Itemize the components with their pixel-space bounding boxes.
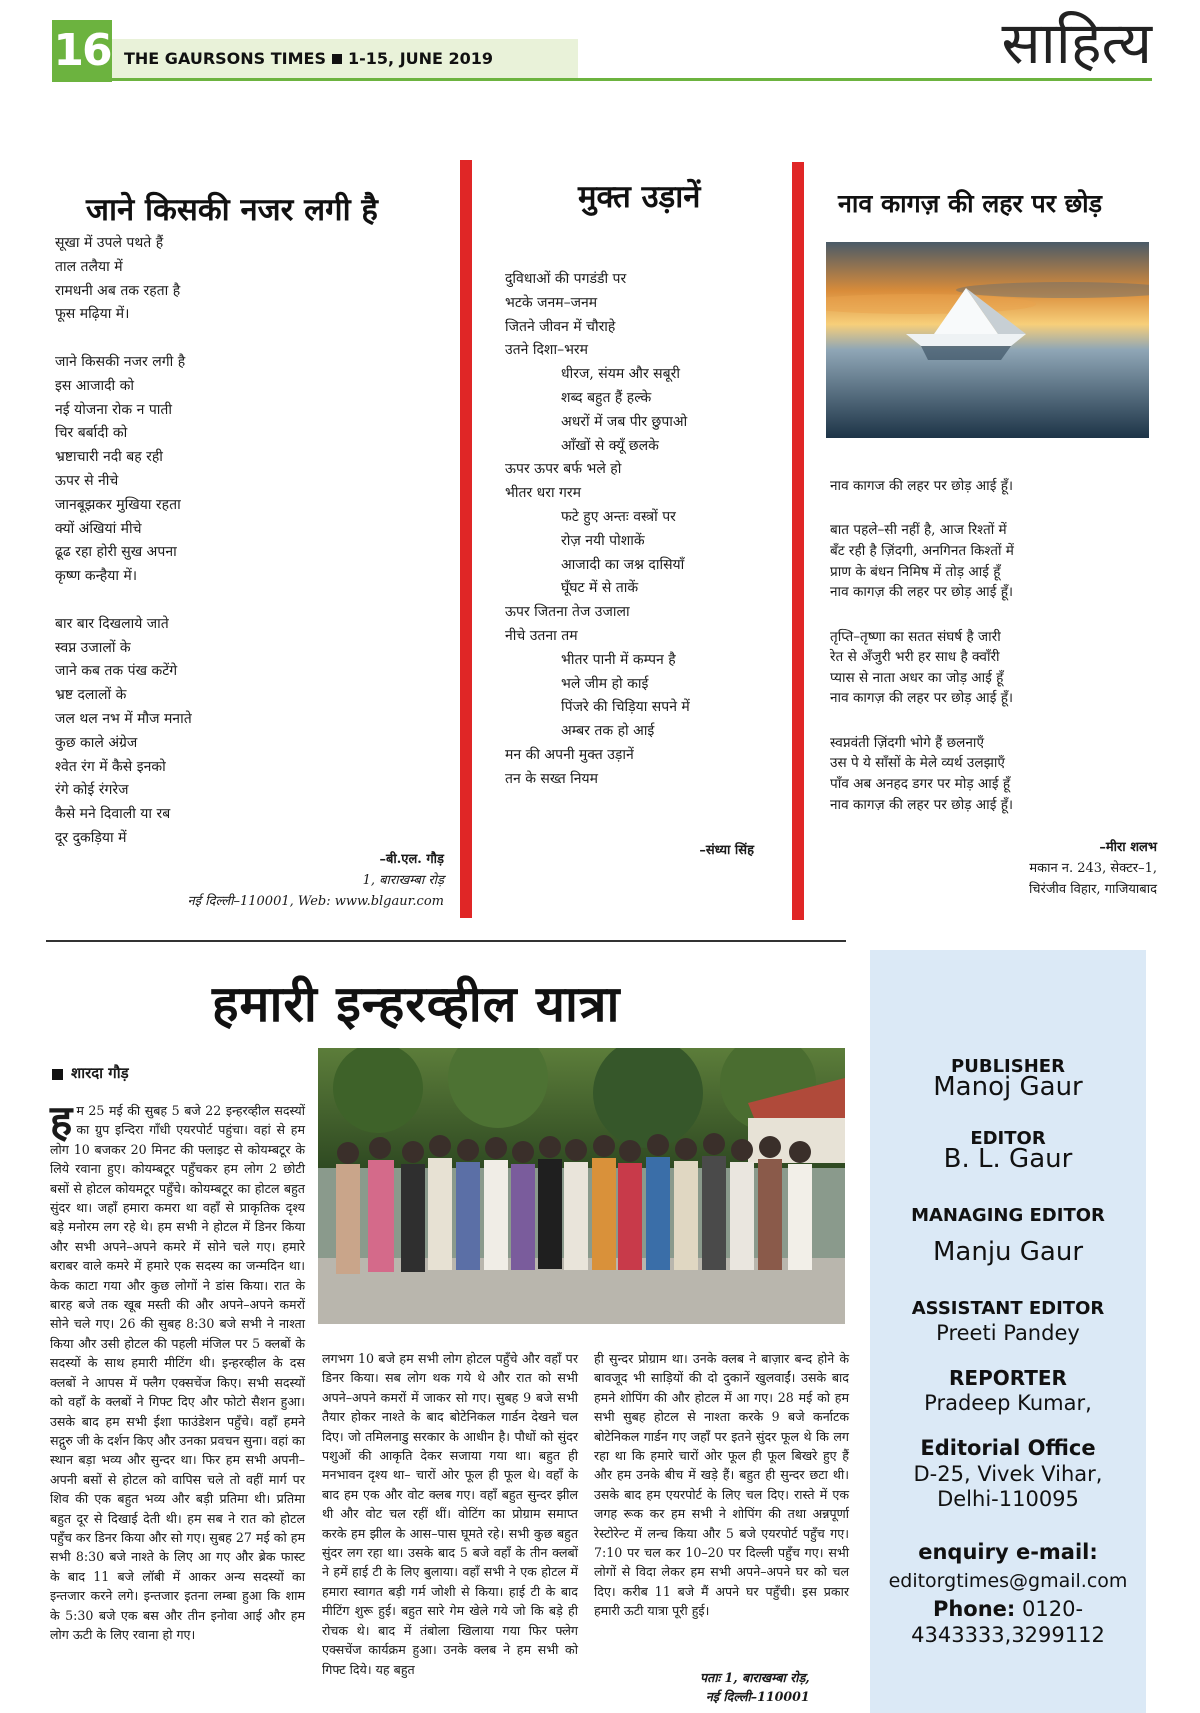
paper-boat-image	[826, 242, 1149, 438]
poem1-address: 1, बाराखम्बा रोड़	[362, 873, 444, 888]
email-address[interactable]: editorgtimes@gmail.com	[888, 1570, 1128, 1592]
managing-editor-label: MANAGING EDITOR	[911, 1205, 1105, 1226]
poem-line: उतने दिशा–भरम	[505, 342, 589, 359]
poem-line: बात पहले–सी नहीं है, आज रिश्तों में	[830, 522, 1007, 539]
poem3-title: नाव कागज़ की लहर पर छोड़	[838, 189, 1102, 218]
poem-line: जाने किसकी नजर लगी है	[55, 353, 186, 370]
reporter-name: Pradeep Kumar,	[924, 1391, 1092, 1415]
separator-square	[332, 54, 342, 64]
poem-line: क्यों अंखियां मीचे	[55, 520, 142, 537]
poem-line: घूँघट में से ताकें	[561, 580, 639, 597]
poem-line: भ्रष्टाचारी नदी बह रही	[55, 449, 163, 466]
header-rule	[112, 78, 1152, 81]
poem3-author: –मीरा शलभ	[1099, 840, 1157, 855]
poem-line: स्वप्न उजालों के	[55, 639, 131, 656]
poem-line: रेत से अँजुरी भरी हर साध है क्वाँरी	[830, 649, 1000, 666]
poem-line: ऊपर जितना तेज उजाला	[505, 604, 630, 621]
poem2-title: मुक्त उड़ानें	[578, 179, 701, 215]
poem-line: भले जीम हो काई	[561, 675, 649, 692]
article-column-1	[50, 1096, 305, 1644]
publisher-name: Manoj Gaur	[933, 1072, 1083, 1102]
poem-line: सूखा में उपले पथते हैं	[55, 235, 164, 251]
poem-line: नाव कागज़ की लहर पर छोड़ आई हूँ।	[830, 690, 1014, 707]
poem-line: तन के सख्त नियम	[505, 770, 599, 787]
article-col1-text: म 25 मई की सुबह 5 बजे 22 इन्हरव्हील सदस्यों का ग्रुप इन्दिरा गाँधी एयरपोर्ट पहुंचा। वहां से हम लोग 10 बजकर 20 मिनट की फ्लाइट से कोयम्बटूर के लिये रवाना हुए। कोयम्बटूर पहुँचकर हम लोग 2 छोटी बसों से होटल कोयमटूर पहुँचे। कोयम्बटूर का होटल बहुत सुंदर था। जहाँ हमारा कमरा था वहाँ से प्राकृतिक दृश्य बड़े मनोरम लग रहे थे। हम सभी ने होटल में डिनर किया और सभी अपने–अपने कमरे में सोने चले गए। हमारे बराबर वाले कमरे में हमारे एक सदस्य का जन्मदिन था। केक काटा गया और कुछ लोगों ने डांस किया। रात के बारह बजे तक खूब मस्ती की और अपने–अपने कमरों सोने चले गए। 26 की सुबह 8:30 बजे सभी ने नाश्ता किया और उसी होटल की पहली मंजिल पर 5 क्लबों के सदस्यों के साथ हमारी मीटिंग थी। इन्हरव्हील के दस क्लबों ने आपस में फ्लैग एक्सचेंज किए। सभी सदस्यों को वहाँ के क्लबों ने गिफ्ट दिए और फोटो सैशन हुआ। उसके बाद हम सभी ईशा फाउंडेशन पहुँचे। वहाँ हमने सद्गुरु जी के दर्शन किए और उनका प्रवचन सुना। वहां का स्थान बड़ा भव्य और सुन्दर था। फिर हम सभी अपनी–अपनी बसों से होटल को वापिस चले तो वहीं मार्ग पर शिव की एक बहुत भव्य और बड़ी प्रतिमा थी। प्रतिमा बहुत दूर से दिखाई देती थी। हम सब ने रात को होटल पहुँच कर डिनर किया और सो गए। सुबह 27 मई को हम सभी 8:30 बजे नाश्ते के लिए आ गए और ब्रेक फास्ट के बाद 11 बजे लॉबी में आकर अन्य सदस्यों का इन्तजार करने लगे। इन्तजार इतना लम्बा हुआ कि शाम के 5:30 बजे एक बस और तीन इनोवा आई और हम लोग ऊटी के लिए रवाना हो गए।	[50, 1103, 305, 1642]
poem-line: कुछ काले अंग्रेज	[55, 734, 138, 751]
poem-line: स्वप्नवंती ज़िंदगी भोगे हैं छलनाएँ	[830, 734, 984, 751]
poem-line: इस आजादी को	[55, 377, 134, 394]
dropcap: ह	[50, 1096, 73, 1145]
poem-line: प्राण के बंधन निमिष में तोड़ आई हूँ	[830, 563, 1001, 580]
poem-line: जितने जीवन में चौराहे	[505, 318, 616, 335]
poem-line: बार बार दिखलाये जाते	[55, 615, 169, 632]
poem2-signature	[699, 840, 754, 861]
poem-line: फूस मढ़िया में।	[55, 306, 130, 323]
poem-line: ताल तलैया में	[55, 258, 123, 275]
poem-line: शब्द बहुत हैं हल्के	[561, 389, 652, 406]
poem-line: नई योजना रोक न पाती	[55, 401, 173, 418]
editor-label: EDITOR	[970, 1128, 1046, 1149]
page-number: 16	[52, 20, 112, 82]
office-label: Editorial Office	[920, 1436, 1096, 1460]
stanza-gap	[830, 603, 1014, 627]
poem-line: जानबूझकर मुखिया रहता	[55, 496, 181, 513]
poem2-body	[505, 268, 690, 792]
poem-line: भ्रष्ट दलालों के	[55, 687, 127, 704]
office-line1: D-25, Vivek Vihar,	[913, 1462, 1103, 1486]
poem-line: चिर बर्बादी को	[55, 425, 128, 442]
poem-line: फटे हुए अन्तः वस्त्रों पर	[561, 508, 676, 525]
poem-line: पाँव अब अनहद डगर पर मोड़ आई हूँ	[830, 775, 1011, 792]
reporter-label: REPORTER	[949, 1366, 1067, 1390]
masthead-infobox	[870, 950, 1146, 1713]
phone-line1: Phone: 0120-	[932, 1597, 1084, 1621]
poem-line: उस पे ये साँसों के मेले व्यर्थ उलझाएँ	[830, 755, 1005, 772]
poem-line: बँट रही है ज़िंदगी, अनगिनत किश्तों में	[830, 542, 1014, 559]
masthead	[112, 39, 578, 79]
poem3-body	[830, 476, 1014, 815]
office-line2: Delhi-110095	[937, 1487, 1079, 1511]
phone-line2: 4343333,3299112	[911, 1623, 1105, 1647]
poem-line: पिंजरे की चिड़िया सपने में	[561, 699, 690, 716]
section-title: साहित्य	[1001, 9, 1152, 77]
stanza-gap	[830, 497, 1014, 521]
byline-name: शारदा गौड़	[71, 1064, 129, 1082]
poem-line: नाव कागज की लहर पर छोड़ आई हूँ।	[830, 478, 1014, 494]
poem-line: जाने कब तक पंख कटेंगे	[55, 663, 178, 680]
assistant-editor-label: ASSISTANT EDITOR	[911, 1298, 1105, 1319]
publisher-label: PUBLISHER	[951, 1056, 1065, 1077]
poem3-signature	[1029, 837, 1157, 900]
stanza-gap	[55, 589, 192, 613]
article-column-2: लगभग 10 बजे हम सभी लोग होटल पहुँचे और वहाँ पर डिनर किया। सब लोग थक गये थे और रात को सभी अपने–अपने कमरों में जाकर सो गए। सुबह 9 बजे सभी तैयार होकर नाश्ते के बाद बोटेनिकल गार्डन देखने चल दिए। जो तमिलनाडु सरकार के आधीन है। पौधों को सुंदर पशुओं की आकृति देकर सजाया गया था। बहुत ही मनभावन दृश्य था– चारों ओर फूल ही फूल थे। वहाँ के बाद हम एक और वोट क्लब गए। वहाँ बहुत सुन्दर झील थी और वोट चल रहीं थीं। वोटिंग का प्रोग्राम समाप्त करके हम झील के आस–पास घूमते रहे। सभी कुछ बहुत सुंदर लग रहा था। उसके बाद 5 बजे वहाँ के तीन क्लबों ने हमें हाई टी के लिए बुलाया। वहाँ सभी ने एक होटल में हमारा स्वागत बड़ी गर्म जोशी से किया। हाई टी के बाद मीटिंग शुरू हुई। बहुत सारे गेम खेले गये जो कि बड़े ही रोचक थे। बाद में तंबोला खिलाया गया फिर फ्लेग एक्सचेंज कार्यक्रम हुआ। उनके क्लब ने हम सभी को गिफ्ट दिये। यह बहुत	[322, 1351, 578, 1677]
poem-line: आँखों से क्यूँ छलके	[561, 437, 659, 454]
poem1-signature	[187, 849, 444, 912]
issue-date: 1-15, JUNE 2019	[348, 49, 494, 68]
section-divider	[46, 940, 846, 942]
address-line1: पताः 1, बाराखम्बा रोड़,	[700, 1670, 810, 1685]
article-address	[700, 1668, 810, 1706]
poem-line: नाव कागज़ की लहर पर छोड़ आई हूँ।	[830, 584, 1014, 601]
red-divider-1	[460, 160, 472, 918]
publication-name: THE GAURSONS TIMES	[124, 49, 326, 68]
poem-line: मन की अपनी मुक्त उड़ानें	[505, 746, 634, 763]
poem-line: तृप्ति–तृष्णा का सतत संघर्ष है जारी	[830, 628, 1001, 645]
poem-line: भटके जनम–जनम	[505, 294, 598, 311]
managing-editor-name: Manju Gaur	[932, 1237, 1084, 1267]
poem-line: ढूढ रहा होरी सुख अपना	[55, 544, 177, 561]
poem-line: रंगे कोई रंगरेज	[55, 782, 129, 799]
group-photo-image	[318, 1048, 845, 1324]
poem-line: अधरों में जब पीर छुपाओ	[561, 413, 688, 430]
stanza-gap	[55, 327, 192, 351]
poem2-author: –संध्या सिंह	[699, 843, 754, 858]
poem-line: कृष्ण कन्हैया में।	[55, 568, 138, 585]
email-label: enquiry e-mail:	[918, 1540, 1098, 1564]
article-byline	[52, 1063, 129, 1083]
poem-line: जल थल नभ में मौज मनाते	[55, 710, 192, 727]
assistant-editor-name: Preeti Pandey	[936, 1321, 1080, 1345]
poem-line: श्वेत रंग में कैसे इनको	[55, 758, 166, 775]
poem-line: प्यास से नाता अधर का जोड़ आई हूँ	[830, 669, 1004, 686]
poem-line: दूर दुकड़िया में	[55, 829, 127, 846]
poem-line: आजादी का जश्न दासियाँ	[561, 556, 685, 573]
poem1-city-web: नई दिल्ली–110001, Web: www.blgaur.com	[187, 894, 444, 909]
poem-line: धीरज, संयम और सबूरी	[561, 366, 680, 383]
poem-line: ऊपर से नीचे	[55, 472, 119, 489]
poem1-body	[55, 232, 192, 851]
poem-line: रामधनी अब तक रहता है	[55, 282, 181, 299]
poem-line: भीतर पानी में कम्पन है	[561, 651, 676, 668]
poem-line: नीचे उतना तम	[505, 627, 578, 644]
poem1-author: –बी.एल. गौड़	[379, 852, 444, 867]
byline-square	[52, 1069, 63, 1080]
poem-line: नाव कागज़ की लहर पर छोड़ आई हूँ।	[830, 796, 1014, 813]
red-divider-2	[792, 162, 804, 920]
article-column-3: ही सुन्दर प्रोग्राम था। उनके क्लब ने बाज़ार बन्द होने के बावजूद भी साड़ियों की दो दुकानें खुलवाईं। उसके बाद हमने शोपिंग की और होटल में आ गए। 28 मई को हम सभी सुबह होटल से नाश्ता करके 9 बजे कर्नाटक बोटेनिकल गार्डन गए जहाँ पर इतने सुंदर फूल थे कि लग रहा था कि हमारे चारों ओर फूल ही फूल बिखरे हुए हैं और हम उनके बीच में खड़े हैं। बहुत ही सुन्दर छटा थी। उसके बाद हम एयरपोर्ट के लिए चल दिए। रास्ते में एक जगह रूक कर हम सभी ने शोपिंग की तथा अन्नपूर्णा रेस्टोरेन्ट में लन्च किया और 5 बजे एयरपोर्ट पहुँच गए। 7:10 पर चल कर 10–20 पर दिल्ली पहुँच गए। सभी लोगों से विदा लेकर हम सभी अपने–अपने घर को चल दिए। करीब 11 बजे मैं अपने घर पहुँची। इस प्रकार हमारी ऊटी यात्रा पूरी हुई।	[594, 1351, 849, 1619]
article-title: हमारी इन्हरव्हील यात्रा	[212, 975, 621, 1033]
poem-line: भीतर धरा गरम	[505, 485, 582, 502]
editor-name: B. L. Gaur	[943, 1144, 1073, 1174]
poem1-title: जाने किसकी नजर लगी है	[86, 192, 378, 228]
poem3-address1: मकान न. 243, सेक्टर–1,	[1029, 861, 1157, 876]
poem-line: ऊपर ऊपर बर्फ भले हो	[505, 461, 622, 478]
stanza-gap	[830, 709, 1014, 733]
poem3-address2: चिरंजीव विहार, गाजियाबाद	[1028, 882, 1157, 897]
poem-line: रोज़ नयी पोशाकें	[561, 532, 645, 549]
poem-line: दुविधाओं की पगडंडी पर	[505, 271, 627, 287]
poem-line: अम्बर तक हो आई	[561, 723, 655, 740]
poem-line: कैसे मने दिवाली या रब	[55, 806, 171, 823]
address-line2: नई दिल्ली–110001	[705, 1689, 810, 1704]
